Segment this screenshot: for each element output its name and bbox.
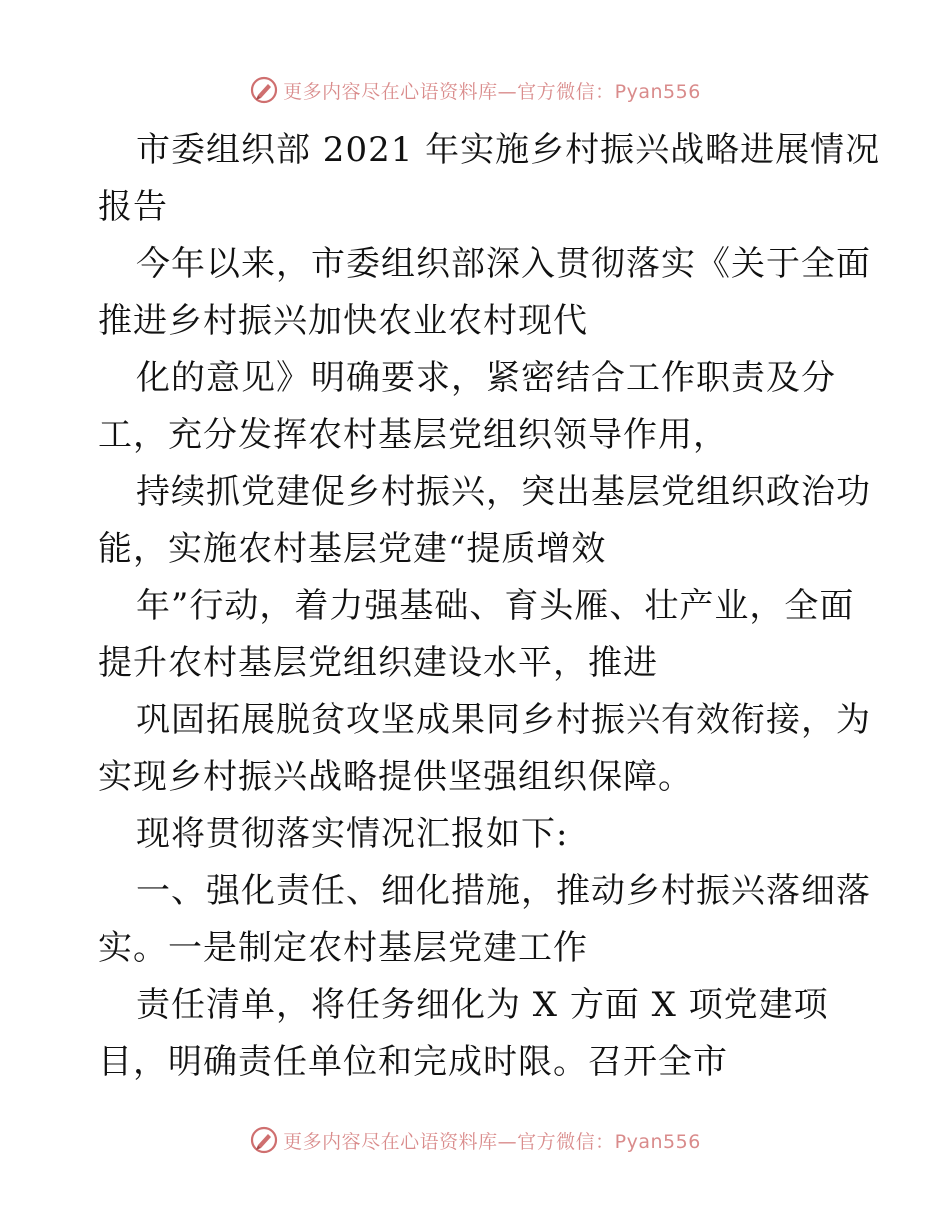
- document-body: [98, 122, 881, 1091]
- text-line: 实。一是制定农村基层党建工作: [98, 928, 588, 968]
- text-line: 报告: [98, 187, 168, 227]
- pen-circle-icon: [249, 75, 279, 105]
- text-line: 现将贯彻落实情况汇报如下:: [136, 814, 569, 854]
- text-line: 化的意见》明确要求，紧密结合工作职责及分: [136, 358, 836, 398]
- text-line: 年”行动，着力强基础、育头雁、壮产业，全面: [136, 586, 855, 626]
- text-line: 推进乡村振兴加快农业农村现代: [98, 301, 588, 341]
- text-line: 持续抓党建促乡村振兴，突出基层党组织政治功: [136, 472, 871, 512]
- text-line: 一、强化责任、细化措施，推动乡村振兴落细落: [136, 871, 871, 911]
- watermark-text: 更多内容尽在心语资料库—官方微信：Pyan556: [283, 80, 701, 103]
- text-line: 今年以来，市委组织部深入贯彻落实《关于全面: [136, 244, 871, 284]
- footer-watermark-banner: [0, 1120, 950, 1160]
- text-line: 目，明确责任单位和完成时限。召开全市: [98, 1042, 728, 1082]
- text-line: 巩固拓展脱贫攻坚成果同乡村振兴有效衔接，为: [136, 700, 871, 740]
- text-line: 实现乡村振兴战略提供坚强组织保障。: [98, 757, 693, 797]
- pen-circle-icon: [249, 1125, 279, 1155]
- text-line: 市委组织部 2021 年实施乡村振兴战略进展情况: [136, 130, 881, 170]
- text-line: 能，实施农村基层党建“提质增效: [98, 529, 607, 569]
- text-line: 工，充分发挥农村基层党组织领导作用，: [98, 415, 728, 455]
- text-line: 提升农村基层党组织建设水平，推进: [98, 643, 658, 683]
- watermark-text: 更多内容尽在心语资料库—官方微信：Pyan556: [283, 1130, 701, 1153]
- text-line: 责任清单，将任务细化为 X 方面 X 项党建项: [136, 985, 829, 1025]
- header-watermark-banner: [0, 70, 950, 110]
